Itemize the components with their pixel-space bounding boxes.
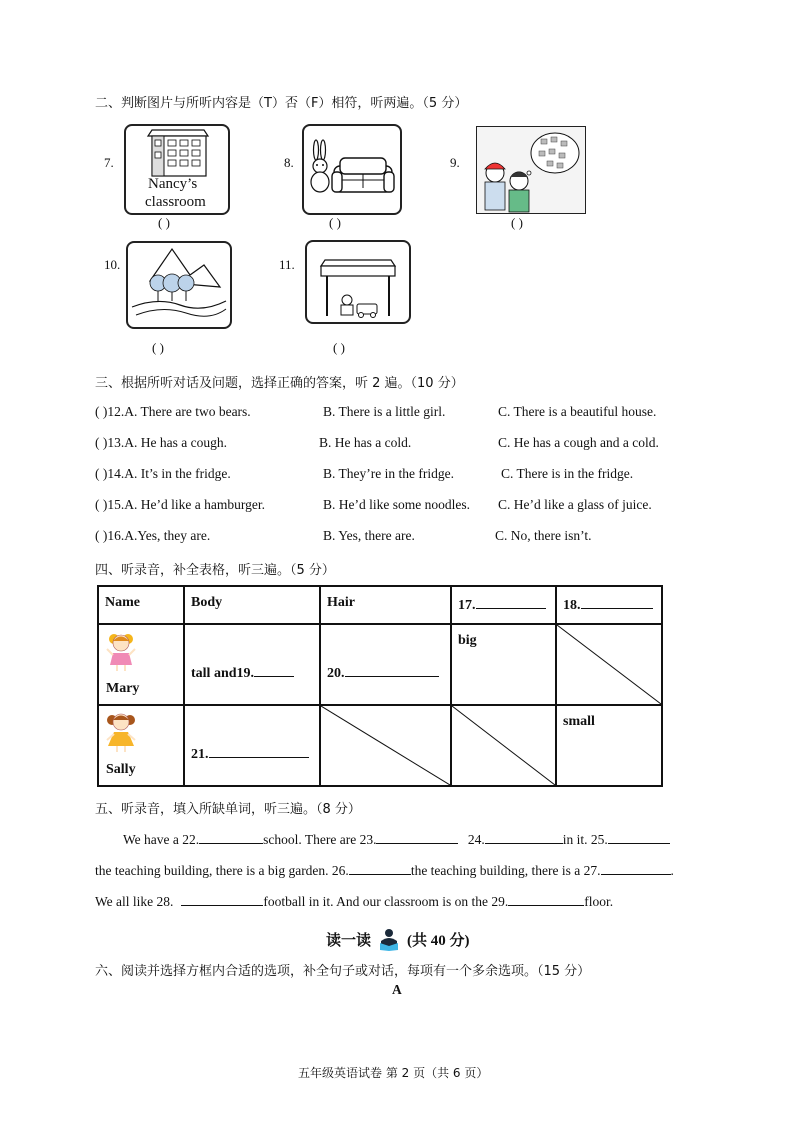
item-11-picture [305,240,411,324]
item-11-number: 11. [279,257,295,272]
sally-hair-crossed [320,705,451,786]
q13-option-c: C. He has a cough and a cold. [498,435,659,450]
blank-24[interactable] [485,830,563,844]
mary-col4-cell: big [451,624,556,705]
mary-cell [98,624,184,705]
reading-person-icon [377,927,401,951]
item-10-number: 10. [104,257,121,272]
fill-line-1: We have a 22. school. There are 23. 24. in it. 25. [123,830,670,848]
sally-col4-crossed [451,705,556,786]
header-blank-18[interactable]: 18. [556,586,662,624]
q14-stem: ( )14.A. It’s in the fridge. [95,466,231,481]
item-9-answer-blank[interactable]: ( ) [511,215,523,230]
item-8-answer-blank[interactable]: ( ) [329,215,341,230]
mary-body-cell[interactable]: tall and19. [184,624,320,705]
section-4-heading: 四、听录音，补全表格，听三遍。（5 分） [95,563,335,578]
blank-23[interactable] [376,830,458,844]
mary-hair-cell[interactable]: 20. [320,624,451,705]
section-3-heading: 三、根据所听对话及问题，选择正确的答案，听 2 遍。（10 分） [95,376,464,391]
q12-stem: ( )12.A. There are two bears. [95,404,251,419]
info-table [97,585,663,787]
rabbit-sofa-icon [304,126,400,213]
section-5-heading: 五、听录音，填入所缺单词，听三遍。（8 分） [95,802,361,817]
header-body: Body [184,586,320,624]
reading-title: 读一读 (共 40 分) [326,927,470,951]
q13-option-b: B. He has a cold. [319,435,412,450]
item-7-picture [124,124,230,215]
blank-29[interactable] [508,892,584,906]
two-boys-thinking-icon [477,127,585,213]
blank-22[interactable] [199,830,263,844]
item-7-caption-line1: Nancy’s [148,176,198,192]
school-building-icon [126,128,228,178]
section-6-heading: 六、阅读并选择方框内合适的选项，补全句子或对话，每项有一个多余选项。（15 分） [95,964,591,979]
mary-label: Mary [106,681,140,696]
blank-27[interactable] [601,861,671,875]
item-11-answer-blank[interactable]: ( ) [333,340,345,355]
sally-body-cell[interactable]: 21. [184,705,320,786]
section-6-part-a: A [392,982,402,997]
q13-stem: ( )13.A. He has a cough. [95,435,227,450]
girl-mary-icon [104,629,138,671]
sally-cell [98,705,184,786]
girl-sally-icon [104,708,138,752]
fill-line-2: the teaching building, there is a big garden. 26. the teaching building, there is a 27. . [95,863,674,878]
item-9-number: 9. [450,155,460,170]
header-blank-17[interactable]: 17. [451,586,556,624]
item-8-picture [302,124,402,215]
fill-line-3: We all like 28. football in it. And our classroom is on the 29. floor. [95,894,614,909]
item-7-caption-line2: classroom [145,194,206,210]
q15-stem: ( )15.A. He’d like a hamburger. [95,497,265,512]
q16-option-b: B. Yes, there are. [323,528,415,543]
header-hair: Hair [320,586,451,624]
q14-option-b: B. They’re in the fridge. [323,466,454,481]
blank-25[interactable] [608,830,670,844]
item-7-number: 7. [104,155,114,170]
section-2-heading: 二、判断图片与所听内容是（T）否（F）相符，听两遍。（5 分） [95,96,468,111]
q16-stem: ( )16.A.Yes, they are. [95,528,211,543]
item-9-picture [476,126,586,214]
blank-28[interactable] [181,892,263,906]
item-8-number: 8. [284,155,294,170]
mountain-trees-river-icon [128,243,230,327]
q15-option-b: B. He’d like some noodles. [323,497,470,512]
q12-option-b: B. There is a little girl. [323,404,446,419]
item-10-picture [126,241,232,329]
q14-option-c: C. There is in the fridge. [501,466,634,481]
item-10-answer-blank[interactable]: ( ) [152,340,164,355]
q16-option-c: C. No, there isn’t. [495,528,592,543]
mary-col5-crossed [556,624,662,705]
page-footer: 五年级英语试卷 第 2 页（共 6 页） [298,1066,489,1080]
table-toys-icon [307,242,409,322]
blank-26[interactable] [349,861,411,875]
q15-option-c: C. He’d like a glass of juice. [498,497,652,512]
header-name: Name [98,586,184,624]
item-7-answer-blank[interactable]: ( ) [158,215,170,230]
sally-label: Sally [106,762,136,777]
sally-col5-cell: small [556,705,662,786]
q12-option-c: C. There is a beautiful house. [498,404,657,419]
